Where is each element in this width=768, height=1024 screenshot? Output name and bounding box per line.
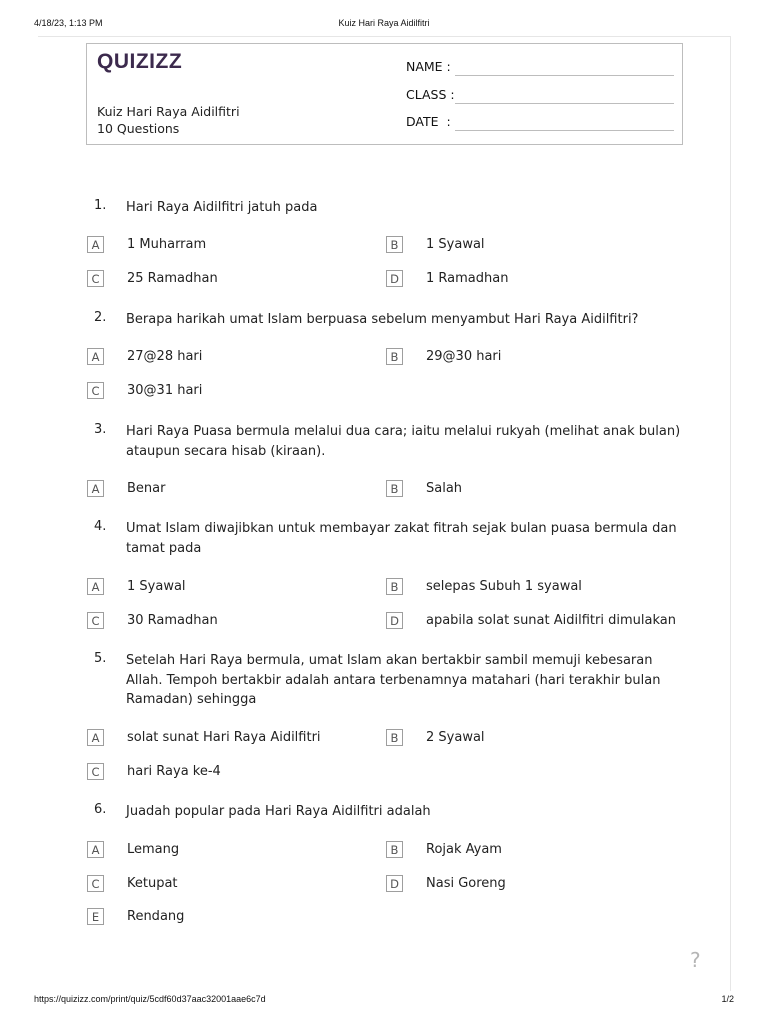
- option-letter: C: [87, 612, 104, 629]
- option-letter: B: [386, 729, 403, 746]
- option-letter: B: [386, 480, 403, 497]
- q4-option-c: [87, 612, 377, 630]
- option-letter: A: [87, 578, 104, 595]
- option-text: Benar: [127, 481, 166, 496]
- question-count: 10 Questions: [97, 121, 180, 136]
- option-letter: C: [87, 382, 104, 399]
- option-letter: A: [87, 729, 104, 746]
- q6-option-d: [386, 875, 676, 893]
- name-field: [406, 59, 674, 79]
- option-text: 1 Syawal: [426, 237, 485, 252]
- q5-option-b: [386, 729, 676, 747]
- q4-option-d: [386, 612, 676, 630]
- q4-option-b: [386, 578, 676, 596]
- option-letter: D: [386, 270, 403, 287]
- option-text: solat sunat Hari Raya Aidilfitri: [127, 730, 321, 745]
- option-text: 25 Ramadhan: [127, 271, 218, 286]
- q6-option-e: [87, 908, 377, 926]
- class-label: CLASS :: [406, 87, 455, 102]
- option-text: Nasi Goreng: [426, 876, 506, 891]
- question-text: Juadah popular pada Hari Raya Aidilfitri adalah: [126, 804, 431, 819]
- date-field: [406, 114, 674, 134]
- print-header: [0, 18, 768, 30]
- question-mark-icon[interactable]: ?: [690, 948, 701, 972]
- option-letter: C: [87, 763, 104, 780]
- question-number: 2.: [94, 310, 107, 325]
- print-footer: [0, 994, 768, 1006]
- name-label: NAME :: [406, 59, 451, 74]
- date-label: DATE :: [406, 114, 451, 129]
- option-text: Rendang: [127, 909, 185, 924]
- quizizz-logo: QUIZIZZ: [97, 50, 183, 73]
- option-letter: C: [87, 875, 104, 892]
- q2-option-a: [87, 348, 377, 366]
- option-text: 29@30 hari: [426, 349, 502, 364]
- quiz-title: Kuiz Hari Raya Aidilfitri: [97, 104, 240, 119]
- question-number: 1.: [94, 198, 107, 213]
- option-letter: D: [386, 875, 403, 892]
- q6-option-a: [87, 841, 377, 859]
- option-text: 2 Syawal: [426, 730, 485, 745]
- option-text: Salah: [426, 481, 463, 496]
- question-text: Hari Raya Puasa bermula melalui dua cara; iaitu melalui rukyah (melihat anak bulan) ataupun secara hisab (kiraan).: [126, 424, 681, 459]
- question-text: Berapa harikah umat Islam berpuasa sebelum menyambut Hari Raya Aidilfitri?: [126, 312, 639, 327]
- option-text: 27@28 hari: [127, 349, 203, 364]
- option-text: Rojak Ayam: [426, 842, 502, 857]
- question-number: 3.: [94, 422, 107, 437]
- q2-option-c: [87, 382, 377, 400]
- option-letter: B: [386, 236, 403, 253]
- option-letter: A: [87, 480, 104, 497]
- option-text: hari Raya ke-4: [127, 764, 221, 779]
- option-text: 30@31 hari: [127, 383, 203, 398]
- question-number: 5.: [94, 651, 107, 666]
- q3-option-b: [386, 480, 676, 498]
- question-text: Hari Raya Aidilfitri jatuh pada: [126, 200, 318, 215]
- question-number: 6.: [94, 802, 107, 817]
- option-letter: A: [87, 236, 104, 253]
- print-datetime: 4/18/23, 1:13 PM: [34, 18, 103, 28]
- question-number: 4.: [94, 519, 107, 534]
- option-text: 1 Syawal: [127, 579, 186, 594]
- option-text: Ketupat: [127, 876, 178, 891]
- date-line: [455, 130, 674, 131]
- option-letter: A: [87, 348, 104, 365]
- q3-option-a: [87, 480, 377, 498]
- q1-option-c: [87, 270, 377, 288]
- q5-option-c: [87, 763, 377, 781]
- option-letter: B: [386, 348, 403, 365]
- q5-option-a: [87, 729, 377, 747]
- option-text: Lemang: [127, 842, 180, 857]
- q1-option-a: [87, 236, 377, 254]
- option-letter: A: [87, 841, 104, 858]
- option-letter: E: [87, 908, 104, 925]
- q1-option-b: [386, 236, 676, 254]
- question-text: Setelah Hari Raya bermula, umat Islam akan bertakbir sambil memuji kebesaran Allah. Tempoh bertakbir adalah antara terbenamnya matahari (hari terakhir bulan Ramadan) sehingga: [126, 653, 661, 707]
- q6-option-c: [87, 875, 377, 893]
- option-text: 1 Ramadhan: [426, 271, 509, 286]
- option-text: 30 Ramadhan: [127, 613, 218, 628]
- option-letter: B: [386, 578, 403, 595]
- option-text: selepas Subuh 1 syawal: [426, 579, 582, 594]
- class-field: [406, 87, 674, 107]
- option-letter: C: [87, 270, 104, 287]
- print-url: https://quizizz.com/print/quiz/5cdf60d37aac32001aae6c7d: [34, 994, 266, 1004]
- option-letter: B: [386, 841, 403, 858]
- question-text: Umat Islam diwajibkan untuk membayar zakat fitrah sejak bulan puasa bermula dan tamat pada: [126, 521, 677, 556]
- q4-option-a: [87, 578, 377, 596]
- print-page-number: 1/2: [721, 994, 734, 1004]
- print-page-title: Kuiz Hari Raya Aidilfitri: [338, 18, 430, 28]
- class-line: [455, 103, 674, 104]
- q2-option-b: [386, 348, 676, 366]
- q6-option-b: [386, 841, 676, 859]
- option-letter: D: [386, 612, 403, 629]
- q1-option-d: [386, 270, 676, 288]
- name-line: [455, 75, 674, 76]
- option-text: apabila solat sunat Aidilfitri dimulakan: [426, 613, 676, 628]
- option-text: 1 Muharram: [127, 237, 207, 252]
- quiz-info-box: [86, 43, 683, 145]
